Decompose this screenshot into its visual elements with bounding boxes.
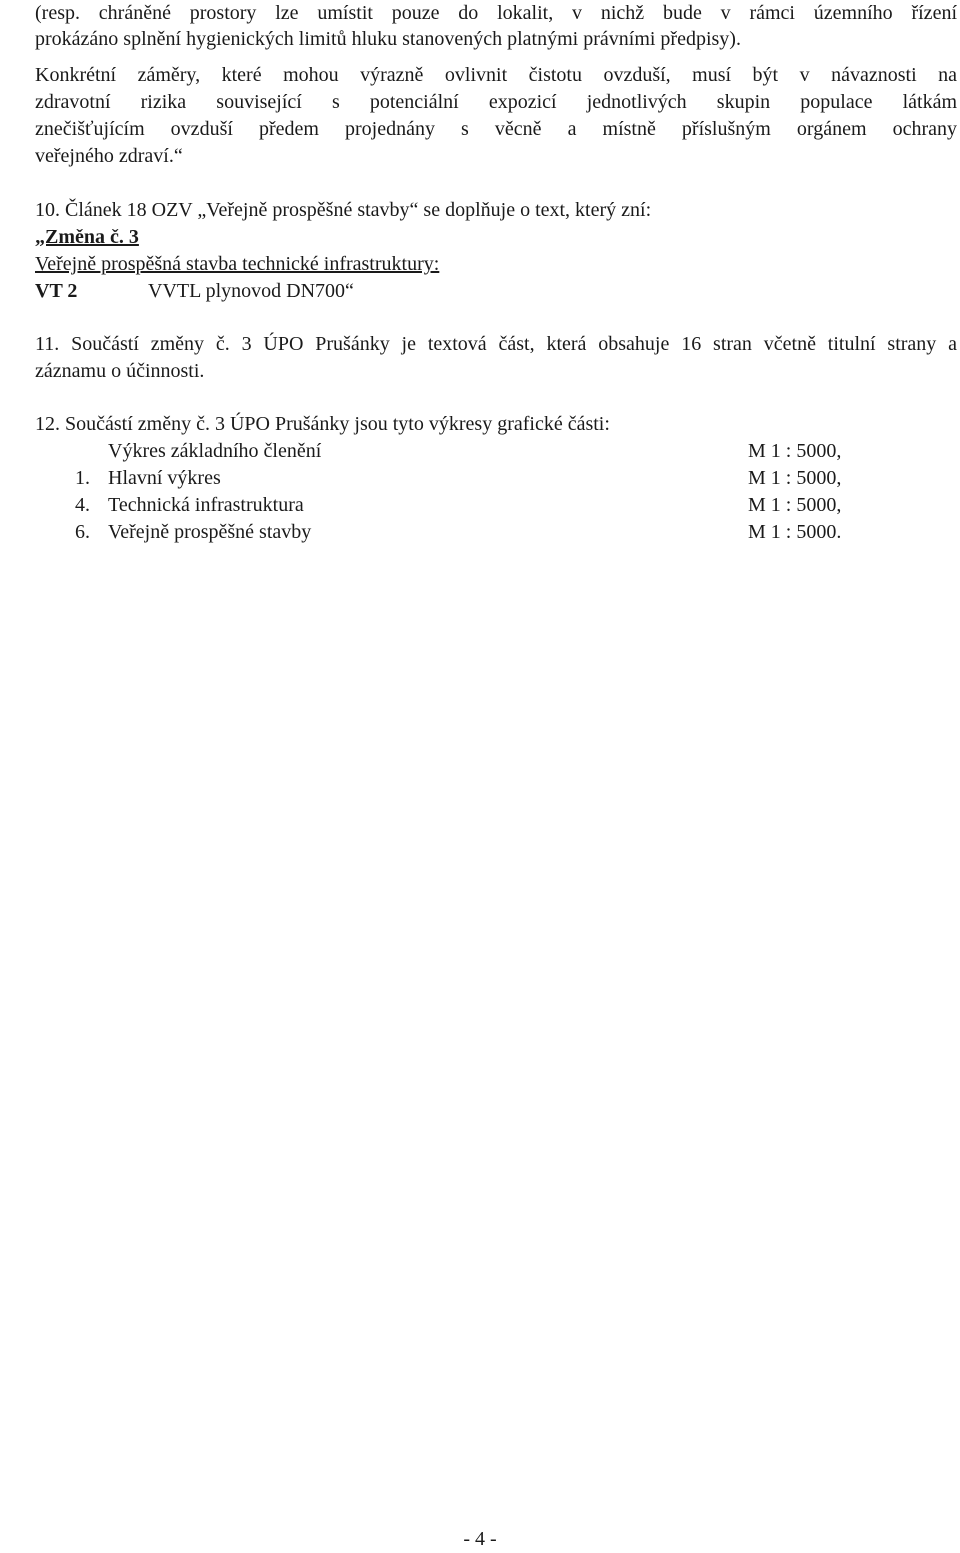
- page-number: - 4 -: [463, 1528, 497, 1550]
- drawing-label: Technická infrastruktura: [108, 494, 304, 516]
- vps-heading-row: [35, 251, 957, 278]
- drawing-scale: M 1 : 5000,: [748, 467, 842, 489]
- item-11-line: záznamu o účinnosti.: [35, 360, 205, 382]
- vps-heading: Veřejně prospěšná stavba technické infrastruktury:: [35, 253, 440, 275]
- paragraph-line: veřejného zdraví.“: [35, 145, 183, 167]
- item-10-text: 10. Článek 18 OZV „Veřejně prospěšné stavby“ se doplňuje o text, který zní:: [35, 199, 652, 221]
- paragraph-line: (resp. chráněné prostory lze umístit pouze do lokalit, v nichž bude v rámci územního řízení: [35, 2, 957, 24]
- drawing-label: Výkres základního členění: [108, 440, 322, 462]
- drawing-scale: M 1 : 5000,: [748, 494, 842, 516]
- drawing-num: 4.: [75, 494, 90, 516]
- change-heading: „Změna č. 3: [35, 226, 139, 248]
- paragraph-line: zdravotní rizika související s potenciální expozicí jednotlivých skupin populace látkám: [35, 91, 957, 113]
- drawing-num: 1.: [75, 467, 90, 489]
- item-12-intro: 12. Součástí změny č. 3 ÚPO Prušánky jsou tyto výkresy grafické části:: [35, 413, 610, 435]
- drawing-label: Veřejně prospěšné stavby: [108, 521, 312, 543]
- drawing-scale: M 1 : 5000,: [748, 440, 842, 462]
- paragraph-line: Konkrétní záměry, které mohou výrazně ovlivnit čistotu ovzduší, musí být v návaznosti na: [35, 64, 957, 86]
- paragraph-line: znečišťujícím ovzduší předem projednány s věcně a místně příslušným orgánem ochrany: [35, 118, 957, 140]
- vt-code: VT 2: [35, 280, 78, 302]
- drawing-scale: M 1 : 5000.: [748, 521, 842, 543]
- change-heading-row: [35, 224, 957, 251]
- vt-name: VVTL plynovod DN700“: [148, 280, 354, 302]
- paragraph-line: prokázáno splnění hygienických limitů hluku stanovených platnými právními předpisy).: [35, 28, 741, 50]
- item-11-line: 11. Součástí změny č. 3 ÚPO Prušánky je textová část, která obsahuje 16 stran včetně titulní strany a: [35, 333, 957, 355]
- drawing-num: 6.: [75, 521, 90, 543]
- drawing-label: Hlavní výkres: [108, 467, 221, 489]
